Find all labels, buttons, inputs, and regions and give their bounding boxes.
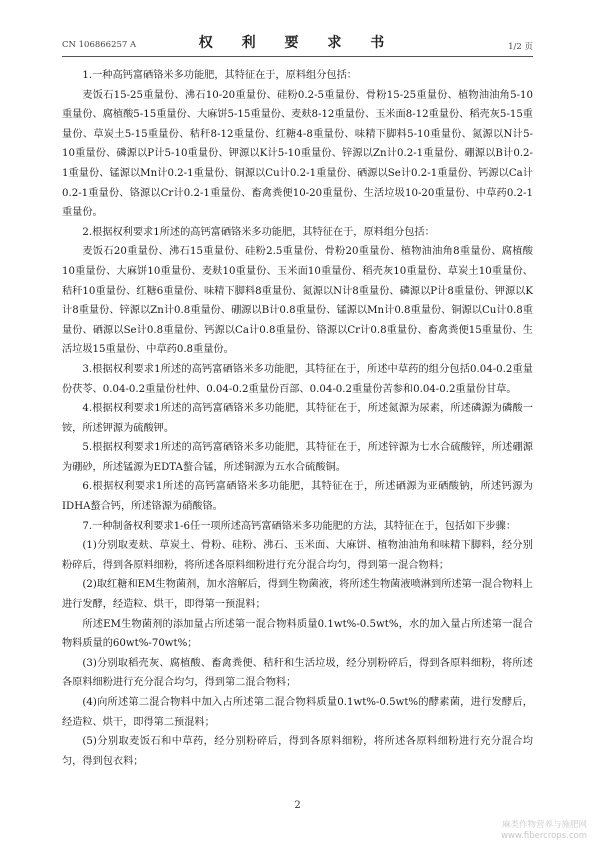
claim-2-intro: 2.根据权利要求1所述的高钙富硒铬米多功能肥，其特征在于，原料组分包括： bbox=[82, 226, 435, 238]
claim-1-intro: 1.一种高钙富硒铬米多功能肥，其特征在于，原料组分包括： bbox=[82, 70, 357, 81]
claim-3: 3.根据权利要求1所述的高钙富硒铬米多功能肥，其特征在于，所述中草药的组分包括0.04-0.2重量份茯苓、0.04-0.2重量份杜仲、0.04-0.2重量份百部、0.04-0.2重量份苦参和0.04-0.2重量份甘草。 bbox=[62, 363, 533, 395]
watermark-url: www.fibercrops.com bbox=[501, 831, 587, 841]
claim-7-step-1: (1)分别取麦麸、草炭土、骨粉、硅粉、沸石、玉米面、大麻饼、植物油油角和味精下脚料，经分别粉碎后，得到各原料细粉，将所述各原料细粉进行充分混合均匀，得到第一混合物料； bbox=[62, 540, 533, 571]
claims-body bbox=[62, 66, 533, 771]
claim-7-step-2-note: 所述EM生物菌剂的添加量占所述第一混合物料质量0.1wt%-0.5wt%，水的加入量占所述第一混合物料质量的60wt%-70wt%； bbox=[62, 618, 533, 650]
claim-2-composition: 麦饭石20重量份、沸石15重量份、硅粉2.5重量份、骨粉20重量份、植物油油角8重量份、腐植酸10重量份、大麻饼10重量份、麦麸10重量份、玉米面10重量份、稻壳灰10重量份、草炭土10重量份、秸秆10重量份、红糖6重量份、味精下脚料8重量份、氮源以N计8重量份、磷源以P计8重量份、钾源以K计8重量份、锌源以Zn计0.8重量份、硼源以B计0.8重量份、锰源以Mn计0.8重量份、铜源以Cu计0.8重量份、硒源以Se计0.8重量份、钙源以Ca计0.8重量份、铬源以Cr计0.8重量份、畜禽粪便15重量份、生活垃圾15重量份、中草药0.8重量份。 bbox=[62, 246, 533, 356]
claim-7-step-4: (4)向所述第二混合物料中加入占所述第二混合物料质量0.1wt%-0.5wt%的酵素菌，进行发酵后，经造粒、烘干，即得第二预混料； bbox=[62, 697, 533, 728]
document-title: 权 利 要 求 书 bbox=[198, 35, 397, 51]
page-number: 2 bbox=[294, 800, 301, 811]
claim-7-step-3: (3)分别取稻壳灰、腐植酸、畜禽粪便、秸秆和生活垃圾，经分别粉碎后，得到各原料细粉，将所述各原料细粉进行充分混合均匀，得到第二混合物料； bbox=[62, 657, 533, 689]
watermark-name: 麻类作物营养与施肥网 bbox=[501, 820, 587, 830]
page-header bbox=[62, 30, 533, 52]
site-watermark bbox=[501, 820, 587, 842]
claim-7-step-2: (2)取红糖和EM生物菌剂，加水溶解后，得到生物菌液，将所述生物菌液喷淋到所述第一混合物料上进行发酵，经造粒、烘干，即得第一预混料； bbox=[62, 579, 533, 611]
claim-7-step-5: (5)分别取麦饭石和中草药，经分别粉碎后，得到各原料细粉，将所述各原料细粉进行充分混合均匀，得到包衣料； bbox=[62, 736, 533, 767]
claim-5: 5.根据权利要求1所述的高钙富硒铬米多功能肥，其特征在于，所述锌源为七水合硫酸锌，所述硼源为硼砂，所述锰源为EDTA螯合锰，所述铜源为五水合硫酸铜。 bbox=[62, 442, 533, 473]
claim-6: 6.根据权利要求1所述的高钙富硒铬米多功能肥，其特征在于，所述硒源为亚硒酸钠，所述钙源为IDHA螯合钙，所述铬源为硝酸铬。 bbox=[62, 481, 533, 513]
header-divider bbox=[62, 56, 533, 57]
claim-4: 4.根据权利要求1所述的高钙富硒铬米多功能肥，其特征在于，所述氮源为尿素，所述磷源为磷酸一铵，所述钾源为硫酸钾。 bbox=[62, 403, 533, 434]
claim-7-intro: 7.一种制备权利要求1-6任一项所述高钙富硒铬米多功能肥的方法，其特征在于，包括如下步骤： bbox=[82, 520, 517, 532]
claim-1-composition: 麦饭石15-25重量份、沸石10-20重量份、硅粉0.2-5重量份、骨粉15-25重量份、植物油油角5-10重量份、腐植酸5-15重量份、大麻饼5-15重量份、麦麸8-12重量份、玉米面8-12重量份、稻壳灰5-15重量份、草炭土5-15重量份、秸秆8-12重量份、红糖4-8重量份、味精下脚料5-10重量份、氮源以N计5-10重量份、磷源以P计5-10重量份、钾源以K计5-10重量份、锌源以Zn计0.2-1重量份、硼源以B计0.2-1重量份、锰源以Mn计0.2-1重量份、铜源以Cu计0.2-1重量份、硒源以Se计0.2-1重量份、钙源以Ca计0.2-1重量份、铬源以Cr计0.2-1重量份、畜禽粪便10-20重量份、生活垃圾10-20重量份、中草药0.2-1重量份。 bbox=[62, 89, 533, 219]
page-indicator: 1/2 页 bbox=[508, 42, 533, 52]
patent-number: CN 106866257 A bbox=[62, 40, 137, 50]
